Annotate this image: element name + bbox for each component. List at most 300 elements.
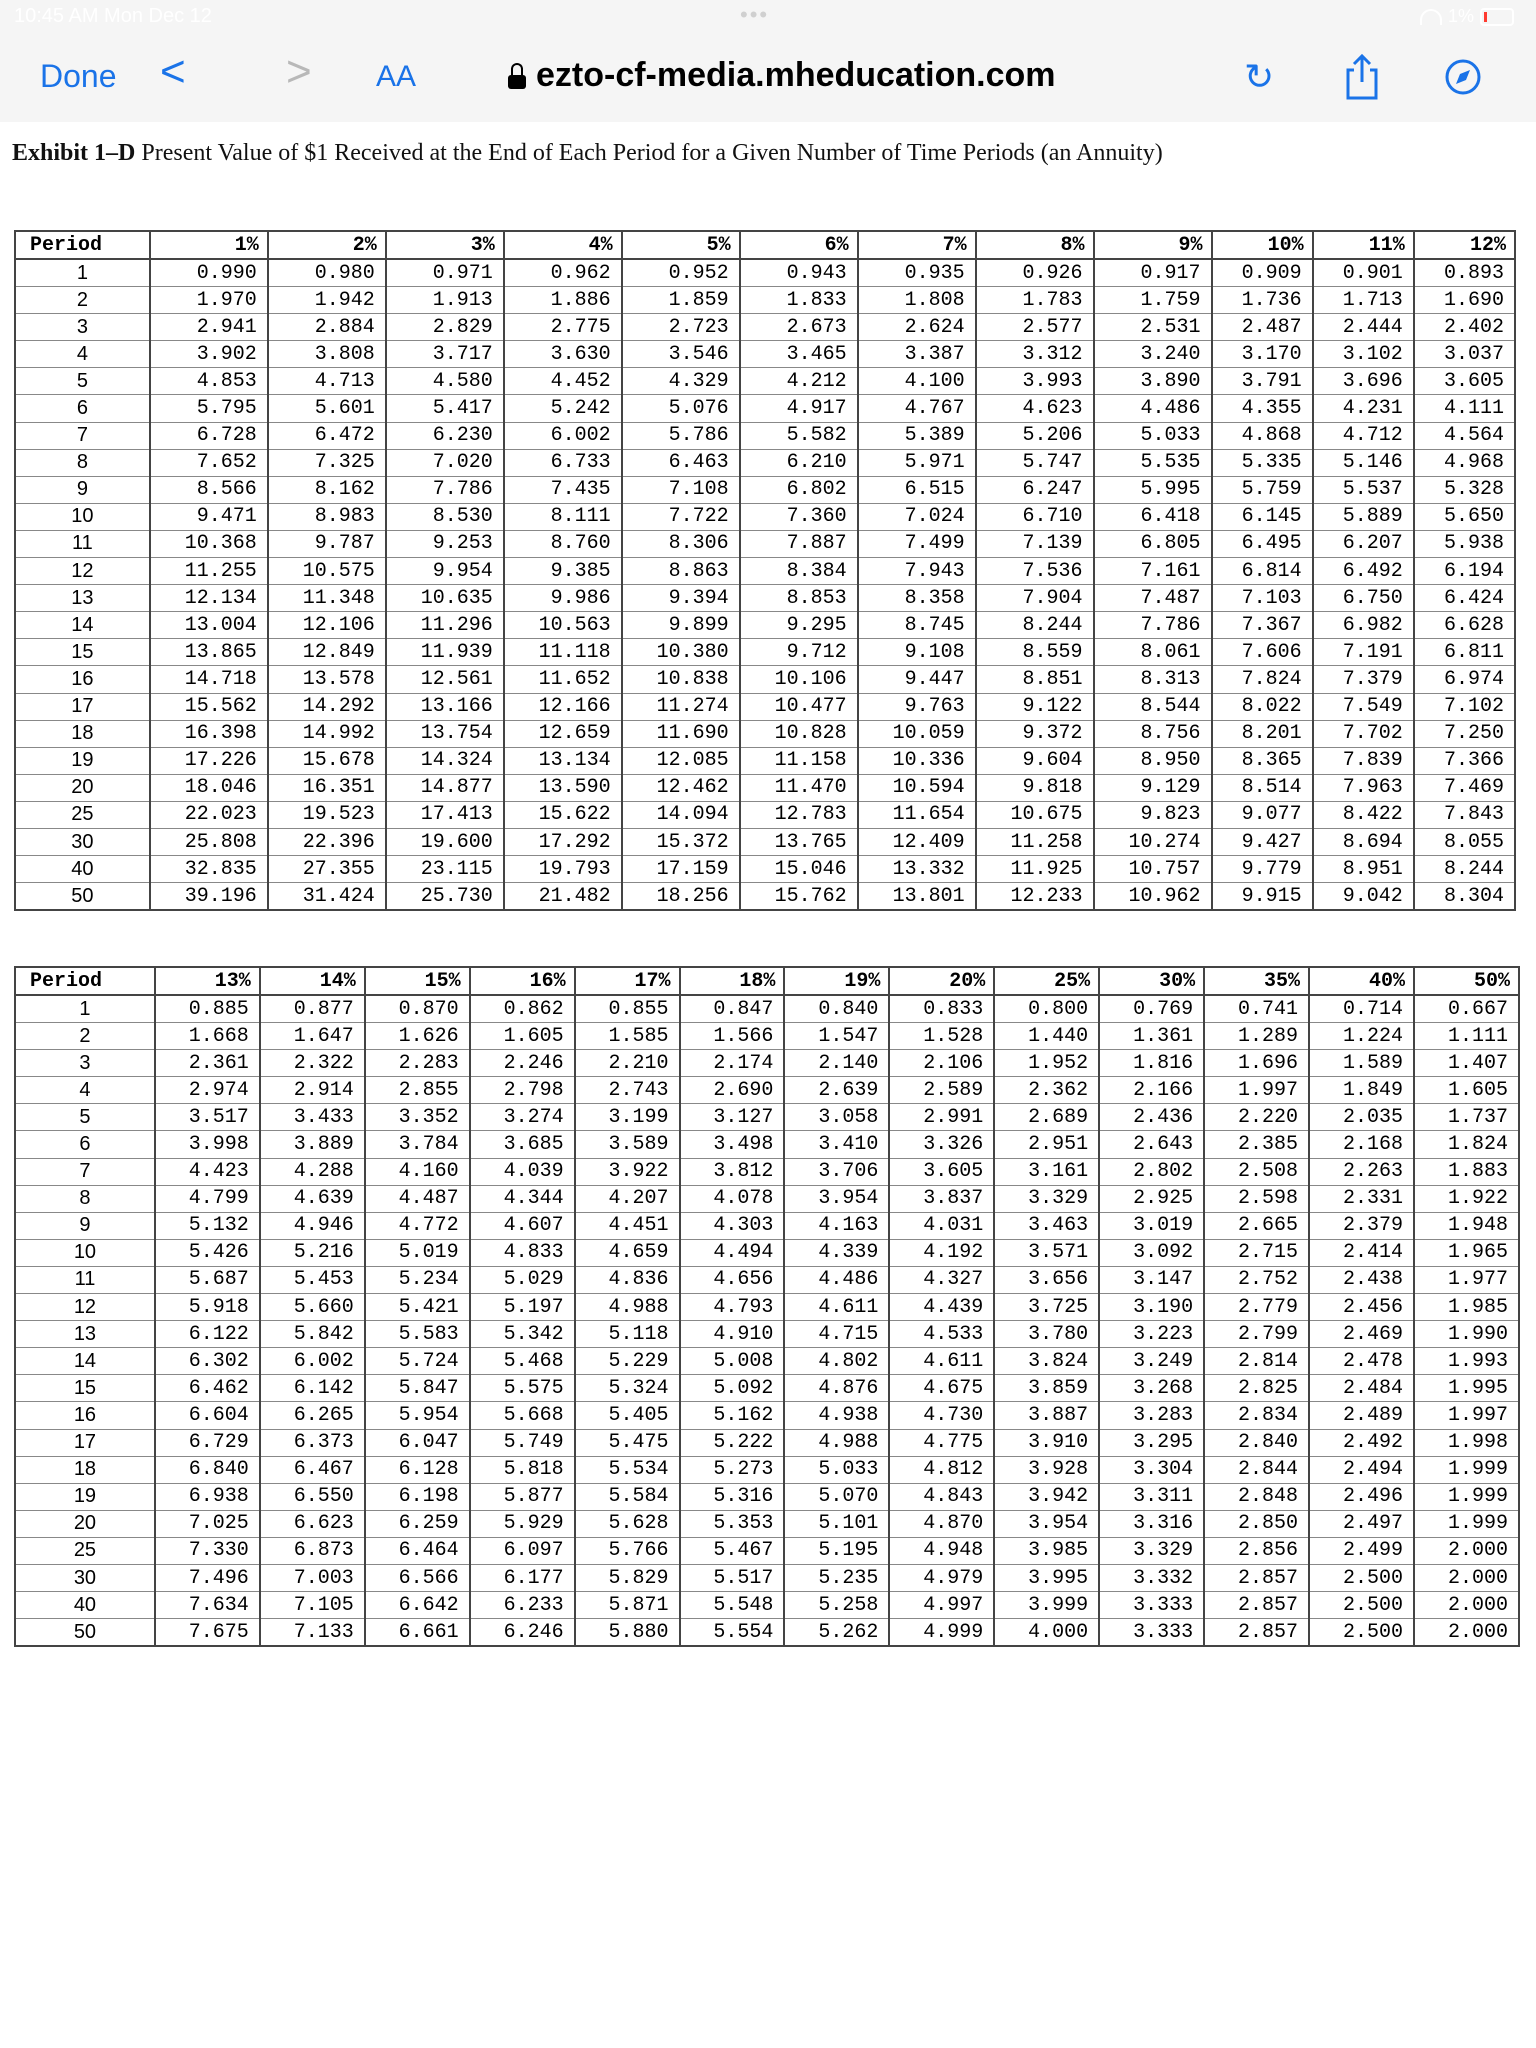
value-cell: 4.836 — [575, 1266, 680, 1293]
rate-header: 35% — [1204, 967, 1309, 995]
value-cell: 5.101 — [784, 1510, 889, 1537]
period-cell: 7 — [15, 422, 150, 449]
value-cell: 14.992 — [268, 720, 386, 747]
value-cell: 2.951 — [994, 1131, 1099, 1158]
value-cell: 2.385 — [1204, 1131, 1309, 1158]
value-cell: 2.829 — [386, 314, 504, 341]
period-cell: 12 — [15, 1294, 155, 1321]
value-cell: 4.423 — [155, 1158, 260, 1185]
value-cell: 2.331 — [1309, 1185, 1414, 1212]
value-cell: 1.948 — [1414, 1212, 1519, 1239]
value-cell: 3.922 — [575, 1158, 680, 1185]
value-cell: 4.979 — [889, 1564, 994, 1591]
value-cell: 1.993 — [1414, 1348, 1519, 1375]
value-cell: 5.316 — [680, 1483, 785, 1510]
value-cell: 6.259 — [365, 1510, 470, 1537]
value-cell: 5.453 — [260, 1266, 365, 1293]
value-cell: 6.462 — [155, 1375, 260, 1402]
period-cell: 50 — [15, 1619, 155, 1647]
period-cell: 18 — [15, 1456, 155, 1483]
period-cell: 1 — [15, 995, 155, 1023]
rate-header: 5% — [622, 231, 740, 259]
value-cell: 4.163 — [784, 1212, 889, 1239]
value-cell: 12.561 — [386, 666, 504, 693]
value-cell: 7.499 — [858, 530, 976, 557]
value-cell: 4.715 — [784, 1321, 889, 1348]
value-cell: 5.971 — [858, 449, 976, 476]
value-cell: 4.853 — [150, 368, 268, 395]
annuity-table-1 — [14, 230, 1516, 911]
value-cell: 1.759 — [1094, 287, 1212, 314]
value-cell: 10.575 — [268, 558, 386, 585]
period-cell: 2 — [15, 287, 150, 314]
value-cell: 9.042 — [1313, 883, 1414, 911]
browser-toolbar — [0, 36, 1536, 122]
table-header-row — [15, 967, 1519, 995]
value-cell: 4.212 — [740, 368, 858, 395]
value-cell: 6.604 — [155, 1402, 260, 1429]
value-cell: 6.097 — [470, 1537, 575, 1564]
value-cell: 8.756 — [1094, 720, 1212, 747]
value-cell: 1.849 — [1309, 1077, 1414, 1104]
table-row — [15, 1429, 1519, 1456]
value-cell: 3.463 — [994, 1212, 1099, 1239]
table-row — [15, 1239, 1519, 1266]
reload-icon[interactable]: ↻ — [1244, 56, 1275, 97]
value-cell: 16.398 — [150, 720, 268, 747]
value-cell: 2.500 — [1309, 1564, 1414, 1591]
value-cell: 1.816 — [1099, 1050, 1204, 1077]
value-cell: 3.910 — [994, 1429, 1099, 1456]
value-cell: 9.129 — [1094, 774, 1212, 801]
value-cell: 2.779 — [1204, 1294, 1309, 1321]
value-cell: 13.166 — [386, 693, 504, 720]
value-cell: 3.147 — [1099, 1266, 1204, 1293]
status-right — [1420, 6, 1514, 27]
value-cell: 3.333 — [1099, 1592, 1204, 1619]
value-cell: 2.925 — [1099, 1185, 1204, 1212]
value-cell: 6.974 — [1414, 666, 1515, 693]
table-row — [15, 1185, 1519, 1212]
value-cell: 6.750 — [1313, 585, 1414, 612]
table-row — [15, 856, 1515, 883]
value-cell: 2.496 — [1309, 1483, 1414, 1510]
value-cell: 7.103 — [1212, 585, 1313, 612]
table-row — [15, 639, 1515, 666]
period-cell: 30 — [15, 1564, 155, 1591]
value-cell: 4.607 — [470, 1212, 575, 1239]
value-cell: 1.361 — [1099, 1023, 1204, 1050]
value-cell: 1.913 — [386, 287, 504, 314]
period-cell: 25 — [15, 801, 150, 828]
compass-icon[interactable] — [1444, 58, 1482, 96]
value-cell: 6.811 — [1414, 639, 1515, 666]
table-row — [15, 530, 1515, 557]
value-cell: 3.199 — [575, 1104, 680, 1131]
value-cell: 11.925 — [976, 856, 1094, 883]
value-cell: 5.660 — [260, 1294, 365, 1321]
table-row — [15, 1348, 1519, 1375]
value-cell: 2.478 — [1309, 1348, 1414, 1375]
text-size-button[interactable]: AA — [376, 60, 417, 93]
value-cell: 2.000 — [1414, 1592, 1519, 1619]
value-cell: 2.840 — [1204, 1429, 1309, 1456]
value-cell: 2.531 — [1094, 314, 1212, 341]
table-row — [15, 341, 1515, 368]
rate-header: 20% — [889, 967, 994, 995]
value-cell: 8.111 — [504, 503, 622, 530]
value-cell: 0.952 — [622, 259, 740, 287]
table-row — [15, 1592, 1519, 1619]
table-row — [15, 1564, 1519, 1591]
table-row — [15, 801, 1515, 828]
value-cell: 9.295 — [740, 612, 858, 639]
value-cell: 17.159 — [622, 856, 740, 883]
value-cell: 0.909 — [1212, 259, 1313, 287]
value-cell: 3.993 — [976, 368, 1094, 395]
value-cell: 5.008 — [680, 1348, 785, 1375]
address-bar[interactable] — [508, 56, 1056, 95]
value-cell: 4.997 — [889, 1592, 994, 1619]
value-cell: 3.571 — [994, 1239, 1099, 1266]
rate-header: 16% — [470, 967, 575, 995]
value-cell: 1.952 — [994, 1050, 1099, 1077]
value-cell: 2.000 — [1414, 1537, 1519, 1564]
value-cell: 31.424 — [268, 883, 386, 911]
value-cell: 8.694 — [1313, 828, 1414, 855]
value-cell: 4.611 — [784, 1294, 889, 1321]
value-cell: 3.329 — [1099, 1537, 1204, 1564]
value-cell: 12.166 — [504, 693, 622, 720]
period-cell: 17 — [15, 693, 150, 720]
value-cell: 1.407 — [1414, 1050, 1519, 1077]
value-cell: 4.487 — [365, 1185, 470, 1212]
value-cell: 14.094 — [622, 801, 740, 828]
value-cell: 6.623 — [260, 1510, 365, 1537]
value-cell: 4.843 — [889, 1483, 994, 1510]
value-cell: 3.995 — [994, 1564, 1099, 1591]
exhibit-title — [12, 140, 1163, 167]
value-cell: 2.484 — [1309, 1375, 1414, 1402]
value-cell: 1.886 — [504, 287, 622, 314]
value-cell: 4.802 — [784, 1348, 889, 1375]
rate-header: 11% — [1313, 231, 1414, 259]
value-cell: 2.848 — [1204, 1483, 1309, 1510]
value-cell: 5.918 — [155, 1294, 260, 1321]
value-cell: 4.938 — [784, 1402, 889, 1429]
value-cell: 3.170 — [1212, 341, 1313, 368]
rate-header: 15% — [365, 967, 470, 995]
rate-header: 7% — [858, 231, 976, 259]
rate-header: 14% — [260, 967, 365, 995]
value-cell: 2.598 — [1204, 1185, 1309, 1212]
value-cell: 3.465 — [740, 341, 858, 368]
value-cell: 10.563 — [504, 612, 622, 639]
value-cell: 6.805 — [1094, 530, 1212, 557]
value-cell: 1.833 — [740, 287, 858, 314]
value-cell: 0.885 — [155, 995, 260, 1023]
value-cell: 6.265 — [260, 1402, 365, 1429]
value-cell: 4.767 — [858, 395, 976, 422]
value-cell: 15.762 — [740, 883, 858, 911]
value-cell: 2.246 — [470, 1050, 575, 1077]
value-cell: 21.482 — [504, 883, 622, 911]
value-cell: 5.535 — [1094, 449, 1212, 476]
value-cell: 4.564 — [1414, 422, 1515, 449]
value-cell: 18.256 — [622, 883, 740, 911]
value-cell: 0.962 — [504, 259, 622, 287]
value-cell: 5.197 — [470, 1294, 575, 1321]
forward-chevron-icon[interactable]: > — [286, 47, 312, 96]
value-cell: 2.624 — [858, 314, 976, 341]
value-cell: 6.642 — [365, 1592, 470, 1619]
value-cell: 3.824 — [994, 1348, 1099, 1375]
period-cell: 19 — [15, 747, 150, 774]
value-cell: 3.954 — [994, 1510, 1099, 1537]
value-cell: 3.985 — [994, 1537, 1099, 1564]
value-cell: 15.046 — [740, 856, 858, 883]
value-cell: 13.801 — [858, 883, 976, 911]
value-cell: 5.033 — [1094, 422, 1212, 449]
value-cell: 7.367 — [1212, 612, 1313, 639]
multitasking-dots-icon[interactable]: ••• — [740, 2, 770, 27]
value-cell: 14.877 — [386, 774, 504, 801]
value-cell: 5.324 — [575, 1375, 680, 1402]
value-cell: 11.652 — [504, 666, 622, 693]
value-cell: 11.158 — [740, 747, 858, 774]
rate-header: 6% — [740, 231, 858, 259]
value-cell: 6.246 — [470, 1619, 575, 1647]
value-cell: 6.198 — [365, 1483, 470, 1510]
value-cell: 1.999 — [1414, 1483, 1519, 1510]
value-cell: 22.396 — [268, 828, 386, 855]
value-cell: 11.348 — [268, 585, 386, 612]
value-cell: 7.843 — [1414, 801, 1515, 828]
value-cell: 9.818 — [976, 774, 1094, 801]
table-row — [15, 720, 1515, 747]
value-cell: 2.283 — [365, 1050, 470, 1077]
value-cell: 8.365 — [1212, 747, 1313, 774]
table-row — [15, 449, 1515, 476]
value-cell: 7.325 — [268, 449, 386, 476]
value-cell: 4.988 — [575, 1294, 680, 1321]
value-cell: 10.380 — [622, 639, 740, 666]
value-cell: 1.690 — [1414, 287, 1515, 314]
value-cell: 1.998 — [1414, 1429, 1519, 1456]
value-cell: 2.665 — [1204, 1212, 1309, 1239]
value-cell: 4.968 — [1414, 449, 1515, 476]
value-cell: 5.601 — [268, 395, 386, 422]
value-cell: 2.974 — [155, 1077, 260, 1104]
value-cell: 4.868 — [1212, 422, 1313, 449]
value-cell: 5.842 — [260, 1321, 365, 1348]
table-row — [15, 1266, 1519, 1293]
share-icon[interactable] — [1342, 52, 1382, 102]
value-cell: 5.829 — [575, 1564, 680, 1591]
value-cell: 2.210 — [575, 1050, 680, 1077]
value-cell: 13.865 — [150, 639, 268, 666]
value-cell: 0.667 — [1414, 995, 1519, 1023]
value-cell: 13.578 — [268, 666, 386, 693]
value-cell: 2.991 — [889, 1104, 994, 1131]
value-cell: 5.092 — [680, 1375, 785, 1402]
value-cell: 0.971 — [386, 259, 504, 287]
period-cell: 14 — [15, 1348, 155, 1375]
value-cell: 3.037 — [1414, 341, 1515, 368]
value-cell: 2.643 — [1099, 1131, 1204, 1158]
value-cell: 1.883 — [1414, 1158, 1519, 1185]
value-cell: 4.452 — [504, 368, 622, 395]
value-cell: 5.029 — [470, 1266, 575, 1293]
value-cell: 2.035 — [1309, 1104, 1414, 1131]
period-cell: 11 — [15, 1266, 155, 1293]
period-cell: 6 — [15, 1131, 155, 1158]
value-cell: 2.436 — [1099, 1104, 1204, 1131]
period-cell: 15 — [15, 1375, 155, 1402]
value-cell: 5.766 — [575, 1537, 680, 1564]
exhibit-description: Present Value of $1 Received at the End of Each Period for a Given Number of Time Periods (an Annuity) — [141, 140, 1163, 166]
value-cell: 5.235 — [784, 1564, 889, 1591]
value-cell: 5.335 — [1212, 449, 1313, 476]
rate-header: 10% — [1212, 231, 1313, 259]
value-cell: 7.360 — [740, 503, 858, 530]
wifi-icon — [1420, 9, 1442, 25]
value-cell: 5.554 — [680, 1619, 785, 1647]
value-cell: 2.775 — [504, 314, 622, 341]
value-cell: 5.342 — [470, 1321, 575, 1348]
value-cell: 2.263 — [1309, 1158, 1414, 1185]
period-cell: 7 — [15, 1158, 155, 1185]
period-cell: 10 — [15, 503, 150, 530]
value-cell: 3.998 — [155, 1131, 260, 1158]
value-cell: 3.812 — [680, 1158, 785, 1185]
value-cell: 4.339 — [784, 1239, 889, 1266]
value-cell: 2.814 — [1204, 1348, 1309, 1375]
value-cell: 3.274 — [470, 1104, 575, 1131]
value-cell: 3.889 — [260, 1131, 365, 1158]
value-cell: 3.311 — [1099, 1483, 1204, 1510]
value-cell: 1.647 — [260, 1023, 365, 1050]
value-cell: 4.876 — [784, 1375, 889, 1402]
done-button[interactable]: Done — [40, 58, 117, 94]
rate-header: 40% — [1309, 967, 1414, 995]
value-cell: 5.687 — [155, 1266, 260, 1293]
table-row — [15, 747, 1515, 774]
value-cell: 2.000 — [1414, 1619, 1519, 1647]
value-cell: 4.580 — [386, 368, 504, 395]
value-cell: 7.786 — [386, 476, 504, 503]
value-cell: 1.589 — [1309, 1050, 1414, 1077]
value-cell: 7.366 — [1414, 747, 1515, 774]
value-cell: 4.946 — [260, 1212, 365, 1239]
value-cell: 7.024 — [858, 503, 976, 530]
value-cell: 14.292 — [268, 693, 386, 720]
value-cell: 8.244 — [976, 612, 1094, 639]
value-cell: 4.000 — [994, 1619, 1099, 1647]
value-cell: 19.523 — [268, 801, 386, 828]
value-cell: 3.656 — [994, 1266, 1099, 1293]
value-cell: 6.733 — [504, 449, 622, 476]
value-cell: 1.713 — [1313, 287, 1414, 314]
value-cell: 2.497 — [1309, 1510, 1414, 1537]
value-cell: 11.118 — [504, 639, 622, 666]
value-cell: 7.133 — [260, 1619, 365, 1647]
value-cell: 9.077 — [1212, 801, 1313, 828]
value-cell: 19.793 — [504, 856, 622, 883]
value-cell: 8.384 — [740, 558, 858, 585]
value-cell: 1.547 — [784, 1023, 889, 1050]
value-cell: 7.435 — [504, 476, 622, 503]
value-cell: 3.387 — [858, 341, 976, 368]
value-cell: 3.332 — [1099, 1564, 1204, 1591]
value-cell: 5.162 — [680, 1402, 785, 1429]
url-text: ezto-cf-media.mheducation.com — [536, 56, 1056, 94]
value-cell: 6.122 — [155, 1321, 260, 1348]
table-row — [15, 1050, 1519, 1077]
value-cell: 3.295 — [1099, 1429, 1204, 1456]
value-cell: 8.863 — [622, 558, 740, 585]
value-cell: 9.915 — [1212, 883, 1313, 911]
value-cell: 5.118 — [575, 1321, 680, 1348]
value-cell: 4.999 — [889, 1619, 994, 1647]
value-cell: 3.223 — [1099, 1321, 1204, 1348]
value-cell: 4.494 — [680, 1239, 785, 1266]
value-cell: 9.253 — [386, 530, 504, 557]
rate-header: 1% — [150, 231, 268, 259]
value-cell: 6.002 — [504, 422, 622, 449]
value-cell: 7.722 — [622, 503, 740, 530]
value-cell: 5.749 — [470, 1429, 575, 1456]
value-cell: 5.759 — [1212, 476, 1313, 503]
value-cell: 5.222 — [680, 1429, 785, 1456]
value-cell: 0.833 — [889, 995, 994, 1023]
value-cell: 6.982 — [1313, 612, 1414, 639]
value-cell: 2.914 — [260, 1077, 365, 1104]
value-cell: 5.273 — [680, 1456, 785, 1483]
value-cell: 2.589 — [889, 1077, 994, 1104]
value-cell: 4.486 — [1094, 395, 1212, 422]
period-cell: 5 — [15, 1104, 155, 1131]
value-cell: 2.168 — [1309, 1131, 1414, 1158]
value-cell: 5.877 — [470, 1483, 575, 1510]
value-cell: 2.639 — [784, 1077, 889, 1104]
period-cell: 15 — [15, 639, 150, 666]
value-cell: 6.550 — [260, 1483, 365, 1510]
value-cell: 3.902 — [150, 341, 268, 368]
value-cell: 0.917 — [1094, 259, 1212, 287]
value-cell: 10.962 — [1094, 883, 1212, 911]
value-cell: 3.268 — [1099, 1375, 1204, 1402]
value-cell: 5.584 — [575, 1483, 680, 1510]
value-cell: 5.650 — [1414, 503, 1515, 530]
value-cell: 5.033 — [784, 1456, 889, 1483]
back-chevron-icon[interactable]: < — [160, 47, 186, 96]
value-cell: 4.623 — [976, 395, 1094, 422]
value-cell: 10.675 — [976, 801, 1094, 828]
value-cell: 8.559 — [976, 639, 1094, 666]
value-cell: 9.787 — [268, 530, 386, 557]
value-cell: 3.092 — [1099, 1239, 1204, 1266]
table-row — [15, 1375, 1519, 1402]
value-cell: 3.685 — [470, 1131, 575, 1158]
period-cell: 3 — [15, 1050, 155, 1077]
value-cell: 5.206 — [976, 422, 1094, 449]
rate-header: 12% — [1414, 231, 1515, 259]
table-header-row — [15, 231, 1515, 259]
table-row — [15, 693, 1515, 720]
value-cell: 7.963 — [1313, 774, 1414, 801]
value-cell: 5.954 — [365, 1402, 470, 1429]
